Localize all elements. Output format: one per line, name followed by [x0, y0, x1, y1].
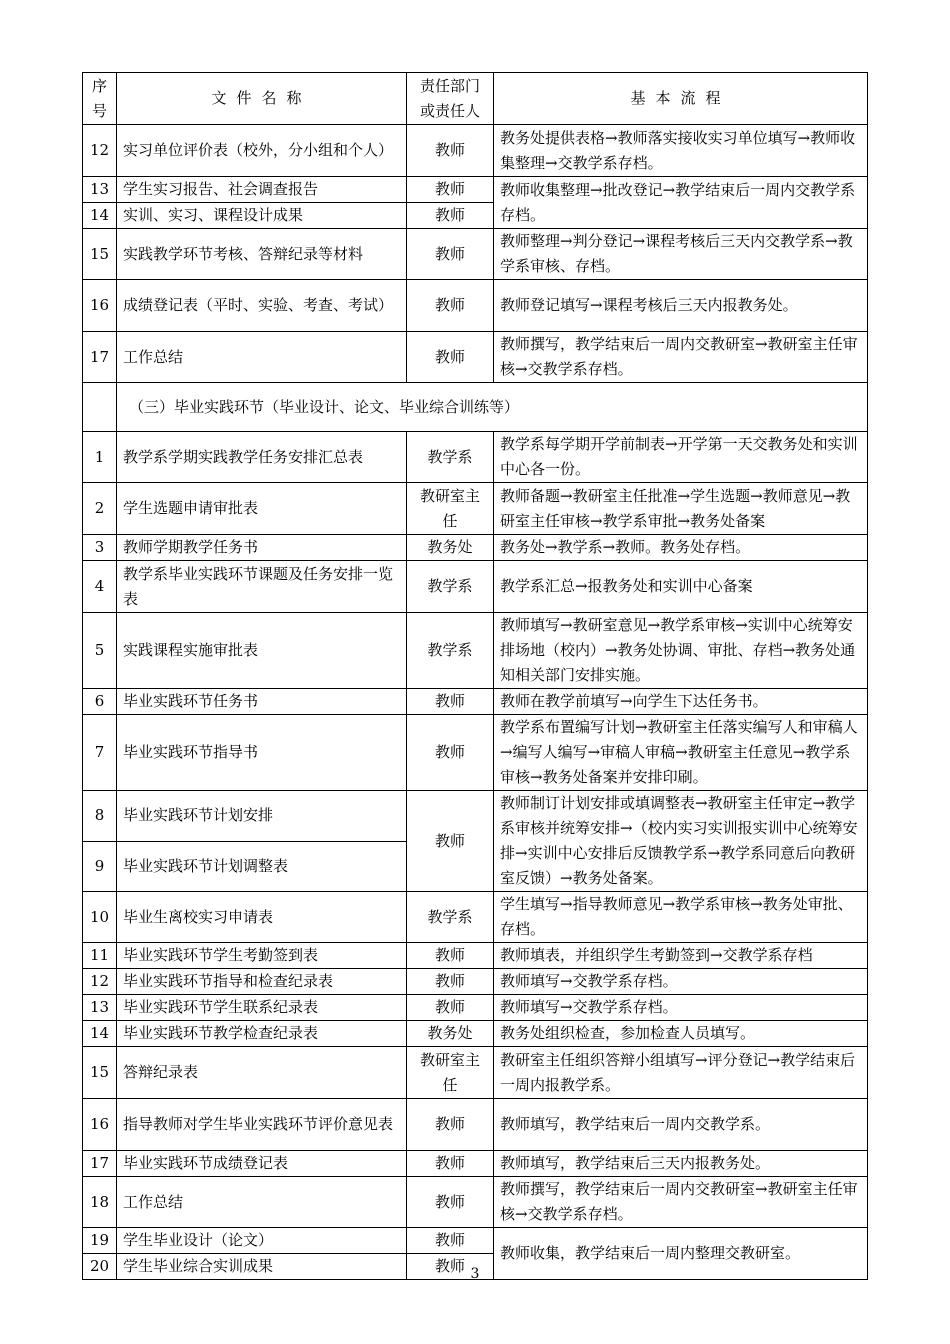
- document-name: 学生毕业设计（论文）: [117, 1228, 407, 1254]
- row-number: 11: [83, 943, 117, 969]
- responsible-party: 教师: [407, 969, 494, 995]
- process-flow: 教师填写→交教学系存档。: [494, 995, 868, 1021]
- document-name: 工作总结: [117, 1177, 407, 1228]
- row-number: 17: [83, 1151, 117, 1177]
- table-row: [83, 995, 868, 1021]
- responsible-party: 教师: [407, 1228, 494, 1254]
- document-name: 毕业实践环节计划安排: [117, 791, 407, 842]
- table-row: [83, 177, 868, 203]
- table-row: [83, 689, 868, 715]
- document-name: 毕业实践环节学生考勤签到表: [117, 943, 407, 969]
- document-name: 毕业实践环节指导书: [117, 715, 407, 791]
- row-number: 16: [83, 280, 117, 332]
- row-number: 10: [83, 892, 117, 943]
- table-row: [83, 125, 868, 177]
- process-flow: 教学系每学期开学前制表→开学第一天交教务处和实训中心各一份。: [494, 432, 868, 483]
- table-row: [83, 1047, 868, 1099]
- document-name: 毕业实践环节成绩登记表: [117, 1151, 407, 1177]
- process-flow: 教师撰写，教学结束后一周内交教研室→教研室主任审核→交教学系存档。: [494, 332, 868, 383]
- responsible-party: 教师: [407, 995, 494, 1021]
- responsible-party: 教研室主任: [407, 1047, 494, 1099]
- table-row: [83, 1177, 868, 1228]
- responsible-party: 教学系: [407, 432, 494, 483]
- responsible-party: 教务处: [407, 1021, 494, 1047]
- process-flow: 教师备题→教研室主任批准→学生选题→教师意见→教研室主任审核→教学系审批→教务处备案: [494, 483, 868, 535]
- table-row: [83, 332, 868, 383]
- table-row: [83, 561, 868, 613]
- responsible-party: 教师: [407, 1151, 494, 1177]
- table-row: [83, 280, 868, 332]
- process-flow: 教师填写→交教学系存档。: [494, 969, 868, 995]
- responsible-party: 教师: [407, 280, 494, 332]
- table-row: [83, 1151, 868, 1177]
- table-row: [83, 535, 868, 561]
- document-name: 实训、实习、课程设计成果: [117, 203, 407, 229]
- document-name: 毕业实践环节指导和检查纪录表: [117, 969, 407, 995]
- section-title: （三）毕业实践环节（毕业设计、论文、毕业综合训练等）: [117, 383, 868, 432]
- document-name: 成绩登记表（平时、实验、考查、考试）: [117, 280, 407, 332]
- process-flow: 教研室主任组织答辩小组填写→评分登记→教学结束后一周内报教学系。: [494, 1047, 868, 1099]
- process-flow: 教师登记填写→课程考核后三天内报教务处。: [494, 280, 868, 332]
- document-name: 毕业实践环节教学检查纪录表: [117, 1021, 407, 1047]
- row-number: 12: [83, 125, 117, 177]
- table-row: [83, 432, 868, 483]
- responsible-party: 教学系: [407, 561, 494, 613]
- table-row: [83, 791, 868, 842]
- row-number: 5: [83, 613, 117, 689]
- process-flow: 教务处提供表格→教师落实接收实习单位填写→教师收集整理→交教学系存档。: [494, 125, 868, 177]
- row-number: 13: [83, 177, 117, 203]
- table-row: [83, 483, 868, 535]
- responsible-party: 教师: [407, 203, 494, 229]
- row-number: 1: [83, 432, 117, 483]
- responsible-party: 教师: [407, 689, 494, 715]
- responsible-party: 教师: [407, 125, 494, 177]
- document-name: 实践课程实施审批表: [117, 613, 407, 689]
- document-name: 毕业实践环节计划调整表: [117, 841, 407, 892]
- row-number: 16: [83, 1099, 117, 1151]
- row-number: 18: [83, 1177, 117, 1228]
- document-name: 毕业实践环节学生联系纪录表: [117, 995, 407, 1021]
- table-row: [83, 1228, 868, 1254]
- process-flow: 教师收集整理→批改登记→教学结束后一周内交教学系存档。: [494, 177, 868, 229]
- responsible-party: 教学系: [407, 892, 494, 943]
- document-name: 毕业实践环节任务书: [117, 689, 407, 715]
- header-no: 序号: [83, 73, 117, 125]
- table-row: [83, 969, 868, 995]
- row-number: 14: [83, 203, 117, 229]
- document-name: 教学系毕业实践环节课题及任务安排一览表: [117, 561, 407, 613]
- responsible-party: 教师: [407, 943, 494, 969]
- table-row: [83, 892, 868, 943]
- table-row: [83, 715, 868, 791]
- row-number: 9: [83, 841, 117, 892]
- process-flow: 教师收集，教学结束后一周内整理交教研室。: [494, 1228, 868, 1280]
- row-number: 15: [83, 1047, 117, 1099]
- process-flow: 教师在教学前填写→向学生下达任务书。: [494, 689, 868, 715]
- responsible-party: 教师: [407, 715, 494, 791]
- row-number: 19: [83, 1228, 117, 1254]
- row-number: 8: [83, 791, 117, 842]
- section-row: [83, 383, 868, 432]
- row-number: 14: [83, 1021, 117, 1047]
- row-number: 4: [83, 561, 117, 613]
- document-name: 实践教学环节考核、答辩纪录等材料: [117, 229, 407, 280]
- process-flow: 教师撰写，教学结束后一周内交教研室→教研室主任审核→交教学系存档。: [494, 1177, 868, 1228]
- responsible-party: 教师: [407, 791, 494, 892]
- process-flow: 教师填写→教研室意见→教学系审核→实训中心统筹安排场地（校内）→教务处协调、审批、存档→教务处通知相关部门安排实施。: [494, 613, 868, 689]
- process-flow: 教学系汇总→报教务处和实训中心备案: [494, 561, 868, 613]
- document-name: 答辩纪录表: [117, 1047, 407, 1099]
- responsible-party: 教师: [407, 229, 494, 280]
- section-number-cell: [83, 383, 117, 432]
- row-number: 17: [83, 332, 117, 383]
- process-flow: 学生填写→指导教师意见→教学系审核→教务处审批、存档。: [494, 892, 868, 943]
- header-flow: 基本流程: [494, 73, 868, 125]
- document-name: 学生实习报告、社会调查报告: [117, 177, 407, 203]
- document-name: 毕业生离校实习申请表: [117, 892, 407, 943]
- row-number: 13: [83, 995, 117, 1021]
- responsible-party: 教研室主任: [407, 483, 494, 535]
- document-name: 工作总结: [117, 332, 407, 383]
- row-number: 15: [83, 229, 117, 280]
- process-flow: 教师整理→判分登记→课程考核后三天内交教学系→教学系审核、存档。: [494, 229, 868, 280]
- table-row: [83, 613, 868, 689]
- responsible-party: 教师: [407, 332, 494, 383]
- row-number: 12: [83, 969, 117, 995]
- responsible-party: 教师: [407, 177, 494, 203]
- responsible-party: 教师: [407, 1099, 494, 1151]
- table-header-row: [83, 73, 868, 125]
- responsible-party: 教学系: [407, 613, 494, 689]
- header-dept: 责任部门或责任人: [407, 73, 494, 125]
- row-number: 20: [83, 1254, 117, 1280]
- row-number: 2: [83, 483, 117, 535]
- process-flow: 教务处→教学系→教师。教务处存档。: [494, 535, 868, 561]
- process-flow: 教学系布置编写计划→教研室主任落实编写人和审稿人→编写人编写→审稿人审稿→教研室主任意见→教学系审核→教务处备案并安排印刷。: [494, 715, 868, 791]
- responsible-party: 教师: [407, 1177, 494, 1228]
- process-flow: 教师制订计划安排或填调整表→教研室主任审定→教学系审核并统筹安排→（校内实习实训报实训中心统筹安排→实训中心安排后反馈教学系→教学系同意后向教研室反馈）→教务处备案。: [494, 791, 868, 892]
- table-row: [83, 943, 868, 969]
- table-row: [83, 1099, 868, 1151]
- process-flow: 教务处组织检查，参加检查人员填写。: [494, 1021, 868, 1047]
- document-name: 教师学期教学任务书: [117, 535, 407, 561]
- process-flow: 教师填表，并组织学生考勤签到→交教学系存档: [494, 943, 868, 969]
- document-name: 教学系学期实践教学任务安排汇总表: [117, 432, 407, 483]
- responsible-party: 教师: [407, 1254, 494, 1280]
- table-row: [83, 229, 868, 280]
- process-flow: 教师填写，教学结束后三天内报教务处。: [494, 1151, 868, 1177]
- document-name: 实习单位评价表（校外，分小组和个人）: [117, 125, 407, 177]
- document-name: 指导教师对学生毕业实践环节评价意见表: [117, 1099, 407, 1151]
- document-name: 学生毕业综合实训成果: [117, 1254, 407, 1280]
- page-number: 3: [470, 1266, 480, 1282]
- document-table: [82, 72, 868, 1280]
- table-row: [83, 1021, 868, 1047]
- row-number: 7: [83, 715, 117, 791]
- header-name: 文件名称: [117, 73, 407, 125]
- document-name: 学生选题申请审批表: [117, 483, 407, 535]
- process-flow: 教师填写，教学结束后一周内交教学系。: [494, 1099, 868, 1151]
- responsible-party: 教务处: [407, 535, 494, 561]
- row-number: 6: [83, 689, 117, 715]
- row-number: 3: [83, 535, 117, 561]
